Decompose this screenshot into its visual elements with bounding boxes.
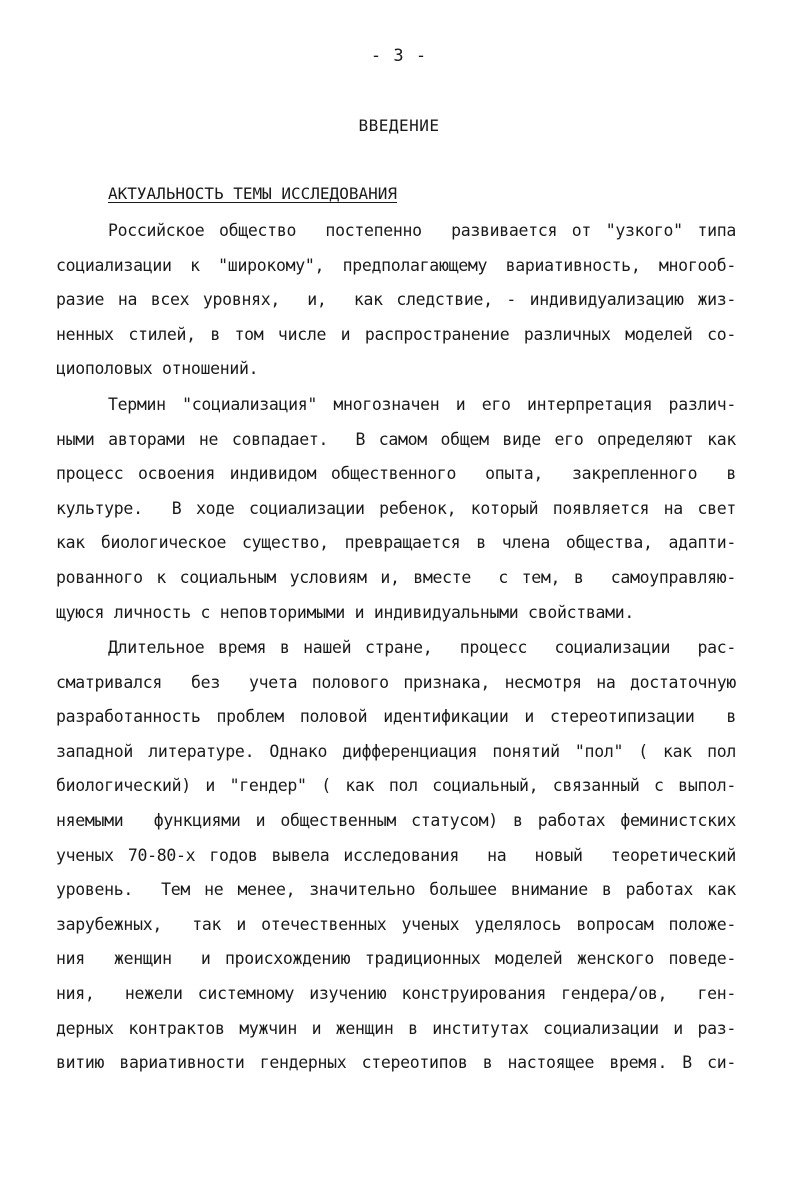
paragraph-1 xyxy=(56,214,736,387)
section-title: АКТУАЛЬНОСТЬ ТЕМЫ ИССЛЕДОВАНИЯ xyxy=(108,184,397,203)
text-line: ученых 70-80-х годов вывела исследования на новый теоретический xyxy=(56,845,736,865)
page-number: - 3 - xyxy=(370,46,428,66)
text-line: зарубежных, так и отечественных ученых уделялось вопросам положе- xyxy=(56,914,736,934)
text-line: циополовых отношений. xyxy=(56,359,259,379)
text-line: культуре. В ходе социализации ребенок, который появляется на свет xyxy=(56,498,736,518)
text-line: щуюся личность с неповторимыми и индивидуальными свойствами. xyxy=(56,602,635,622)
text-line: Термин "социализация" многозначен и его интерпретация различ- xyxy=(108,395,736,414)
text-line: как биологическое существо, превращается в члена общества, адапти- xyxy=(56,533,736,553)
text-line: Длительное время в нашей стране, процесс социализации рас- xyxy=(108,638,736,657)
text-line: ния женщин и происхождению традиционных моделей женского поведе- xyxy=(56,949,736,969)
text-line: ненных стилей, в том числе и распространение различных моделей со- xyxy=(56,324,736,344)
text-line: няемыми функциями и общественным статусом) в работах феминистских xyxy=(56,810,736,830)
text-line: Российское общество постепенно развивается от "узкого" типа xyxy=(108,221,736,240)
text-line: разработанность проблем половой идентификации и стереотипизации в xyxy=(56,707,736,727)
text-line: ния, нежели системному изучению конструирования гендера/ов, ген- xyxy=(56,983,736,1003)
text-line: западной литературе. Однако дифференциация понятий "пол" ( как пол xyxy=(56,741,736,761)
text-line: дерных контрактов мужчин и женщин в институтах социализации и раз- xyxy=(56,1018,736,1038)
document-heading: ВВЕДЕНИЕ xyxy=(358,116,440,135)
text-line: витию вариативности гендерных стереотипов в настоящее время. В си- xyxy=(56,1053,736,1073)
text-line: социализации к "широкому", предполагающему вариативность, многооб- xyxy=(56,255,736,275)
paragraph-2 xyxy=(56,388,736,630)
text-line: уровень. Тем не менее, значительно большее внимание в работах как xyxy=(56,880,736,900)
text-line: разие на всех уровнях, и, как следствие, - индивидуализацию жиз- xyxy=(56,290,736,310)
text-line: ными авторами не совпадает. В самом общем виде его определяют как xyxy=(56,429,736,449)
text-line: процесс освоения индивидом общественного опыта, закрепленного в xyxy=(56,464,736,484)
paragraph-3 xyxy=(56,631,736,1081)
text-line: биологический) и "гендер" ( как пол социальный, связанный с выпол- xyxy=(56,776,736,796)
text-line: рованного к социальным условиям и, вместе с тем, в самоуправляю- xyxy=(56,567,736,587)
text-line: сматривался без учета полового признака, несмотря на достаточную xyxy=(56,672,736,692)
